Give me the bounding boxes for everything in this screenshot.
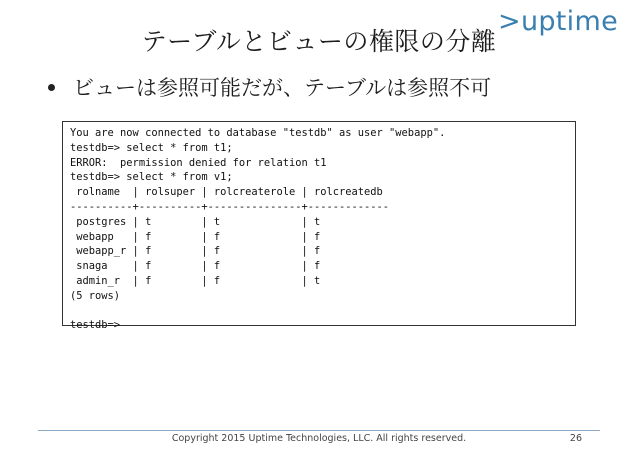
footer-copyright: Copyright 2015 Uptime Technologies, LLC. All rights reserved. [171, 433, 467, 444]
terminal-line: You are now connected to database "testdb" as user "webapp". [70, 127, 446, 139]
terminal-line: ERROR: permission denied for relation t1 [70, 156, 327, 169]
terminal-line: admin_r | f | f | t [70, 274, 321, 287]
terminal-line: webapp_r | f | f | f [70, 245, 321, 258]
uptime-logo: >uptime [498, 6, 618, 37]
footer-divider [38, 430, 600, 431]
page-number: 26 [569, 433, 582, 444]
bullet-text: ビューは参照可能だが、テーブルは参照不可 [73, 76, 492, 100]
terminal-text [70, 126, 568, 333]
bullet-dot-icon [48, 84, 55, 91]
terminal-line: ----------+----------+---------------+------------- [70, 200, 390, 213]
bullet-item [48, 72, 491, 102]
terminal-line: testdb=> select * from t1; [70, 141, 233, 154]
terminal-line: testdb=> [70, 319, 121, 332]
terminal-line: rolname | rolsuper | rolcreaterole | rolcreatedb [70, 186, 383, 199]
terminal-line: testdb=> select * from v1; [70, 171, 233, 184]
slide-title: テーブルとビューの権限の分離 [141, 27, 497, 56]
terminal-line: postgres | t | t | t [70, 215, 321, 228]
terminal-line: webapp | f | f | f [70, 230, 321, 243]
terminal-line: (5 rows) [70, 289, 121, 302]
terminal-output [62, 121, 576, 332]
terminal-line: snaga | f | f | f [70, 260, 321, 273]
